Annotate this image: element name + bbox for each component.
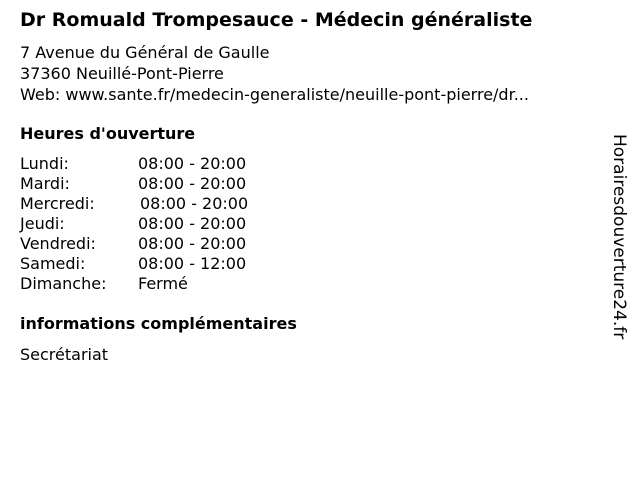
additional-info-heading: informations complémentaires — [20, 314, 297, 333]
time-value: 08:00 - 20:00 — [138, 174, 247, 193]
additional-info-text: Secrétariat — [20, 345, 109, 364]
opening-hours-heading: Heures d'ouverture — [20, 124, 196, 143]
day-label: Jeudi: — [20, 214, 65, 233]
site-watermark: Horairesdouverture24.fr — [609, 134, 629, 340]
day-label: Lundi: — [20, 154, 69, 173]
time-value: 08:00 - 20:00 — [140, 194, 249, 213]
time-value: 08:00 - 12:00 — [138, 254, 247, 273]
day-label: Mardi: — [20, 174, 70, 193]
time-value: 08:00 - 20:00 — [138, 234, 247, 253]
day-label: Samedi: — [20, 254, 86, 273]
day-label: Vendredi: — [20, 234, 96, 253]
address-line-1: 7 Avenue du Général de Gaulle — [20, 43, 270, 62]
time-value: Fermé — [138, 274, 188, 293]
page-title: Dr Romuald Trompesauce - Médecin généraliste — [20, 9, 533, 31]
time-value: 08:00 - 20:00 — [138, 154, 247, 173]
website-line[interactable]: Web: www.sante.fr/medecin-generaliste/neuille-pont-pierre/dr... — [20, 85, 529, 104]
time-value: 08:00 - 20:00 — [138, 214, 247, 233]
address-line-2: 37360 Neuillé-Pont-Pierre — [20, 64, 224, 83]
day-label: Dimanche: — [20, 274, 107, 293]
day-label: Mercredi: — [20, 194, 95, 213]
